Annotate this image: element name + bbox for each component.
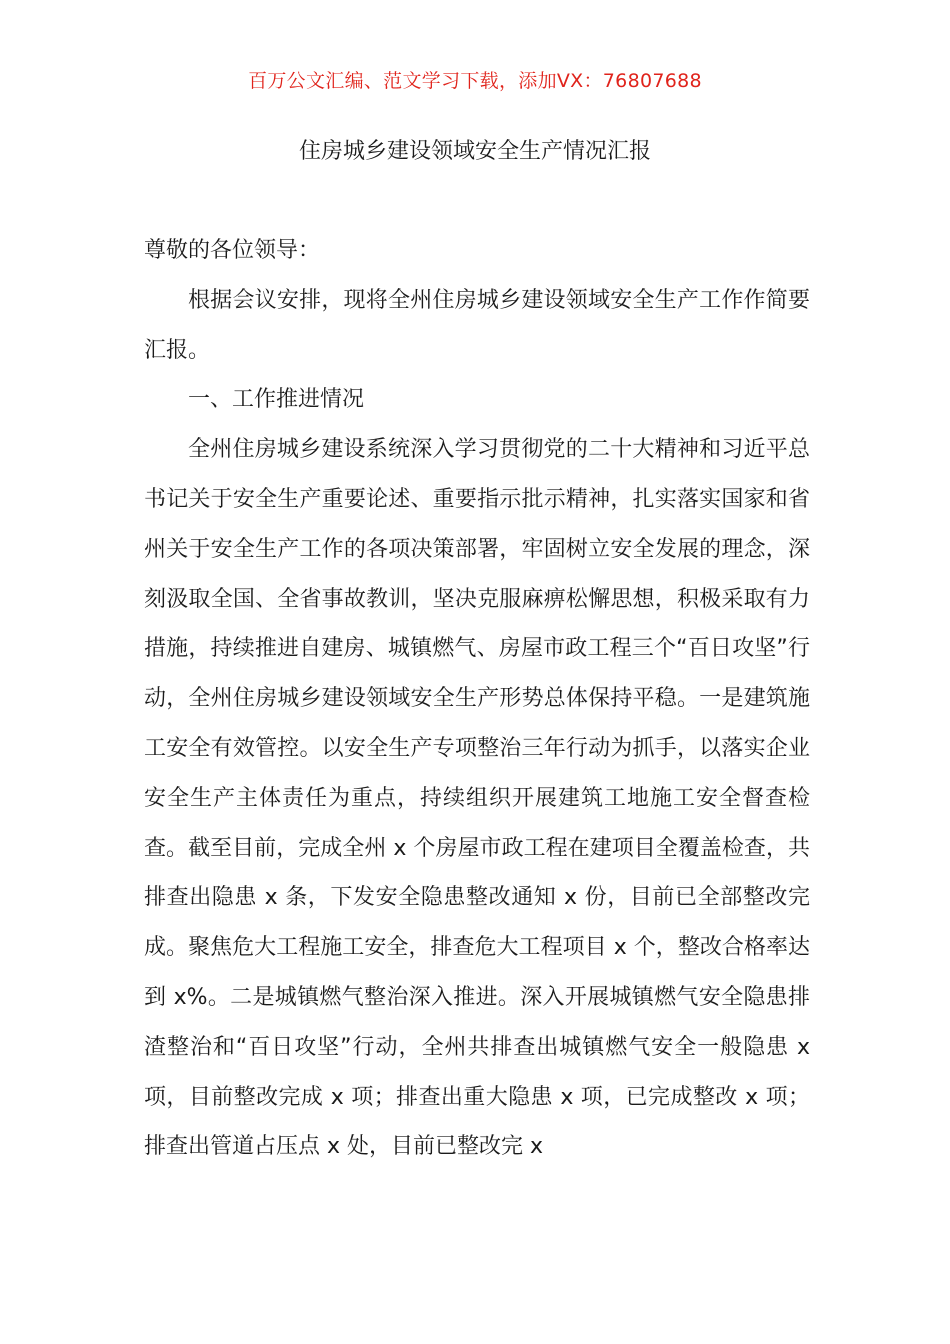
document-body: [144, 226, 810, 1172]
header-watermark-note: 百万公文汇编、范文学习下载，添加VX：76807688: [248, 70, 702, 92]
salutation: 尊敬的各位领导：: [144, 238, 321, 263]
main-paragraph: 全州住房城乡建设系统深入学习贯彻党的二十大精神和习近平总书记关于安全生产重要论述、重要指示批示精神，扎实落实国家和省州关于安全生产工作的各项决策部署，牢固树立安全发展的理念，深刻汲取全国、全省事故教训，坚决克服麻痹松懈思想，积极采取有力措施，持续推进自建房、城镇燃气、房屋市政工程三个“百日攻坚”行动，全州住房城乡建设领域安全生产形势总体保持平稳。一是建筑施工安全有效管控。以安全生产专项整治三年行动为抓手，以落实企业安全生产主体责任为重点，持续组织开展建筑工地施工安全督查检查。截至目前，完成全州 x 个房屋市政工程在建项目全覆盖检查，共排查出隐患 x 条，下发安全隐患整改通知 x 份，目前已全部整改完成。聚焦危大工程施工安全，排查危大工程项目 x 个，整改合格率达到 x%。二是城镇燃气整治深入推进。深入开展城镇燃气安全隐患排渣整治和“百日攻坚”行动，全州共排查出城镇燃气安全一般隐患 x 项，目前整改完成 x 项；排查出重大隐患 x 项，已完成整改 x 项；排查出管道占压点 x 处，目前已整改完 x: [144, 437, 810, 1160]
document-title: 住房城乡建设领域安全生产情况汇报: [298, 139, 651, 164]
intro-paragraph: 根据会议安排，现将全州住房城乡建设领域安全生产工作作简要汇报。: [144, 287, 810, 363]
section-heading: 一、工作推进情况: [188, 387, 365, 413]
